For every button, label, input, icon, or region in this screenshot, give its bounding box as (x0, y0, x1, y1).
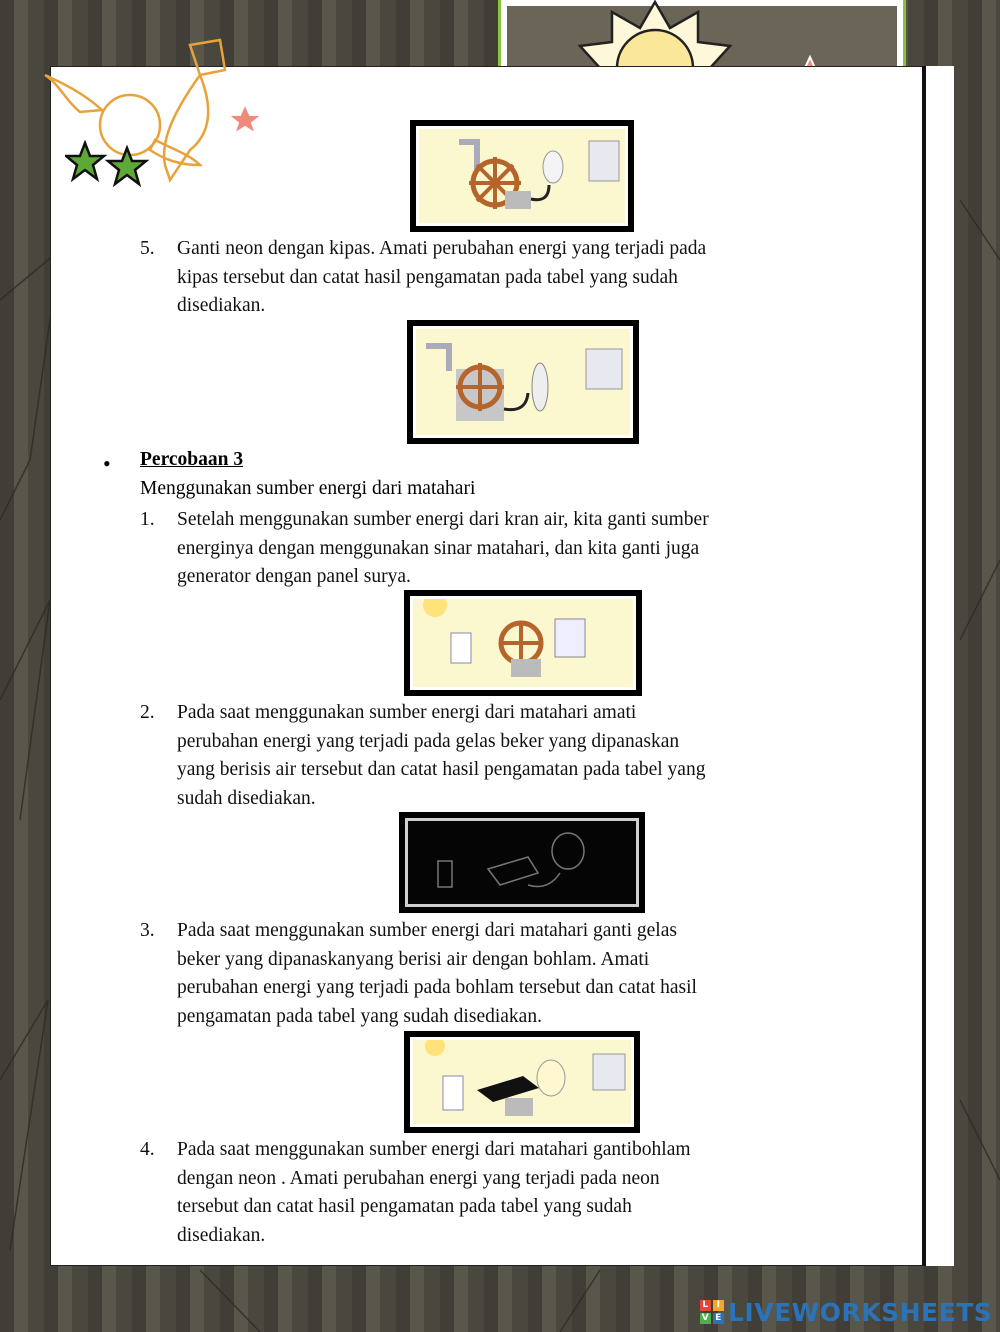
page-edge (922, 66, 954, 1266)
list-text-line: Pada saat menggunakan sumber energi dari matahari amati (177, 702, 637, 723)
star-icon (225, 102, 265, 136)
section-subheading: Menggunakan sumber energi dari matahari (140, 478, 476, 499)
simulation-screenshot-lamp (410, 120, 634, 232)
list-text-line: yang berisis air tersebut dan catat hasil pengamatan pada tabel yang (177, 759, 706, 781)
bullet-dot: • (103, 451, 111, 476)
section-heading: Percobaan 3 (140, 449, 244, 470)
liveworksheets-logo[interactable] (700, 1297, 992, 1327)
list-text-line: Setelah menggunakan sumber energi dari kran air, kita ganti sumber (177, 509, 709, 530)
list-text-line: sudah disediakan. (177, 787, 316, 809)
list-text-line: tersebut dan catat hasil pengamatan pada tabel yang sudah (177, 1196, 632, 1218)
simulation-screenshot-beaker (404, 590, 642, 696)
list-text-line: energinya dengan menggunakan sinar matahari, dan kita ganti juga (177, 537, 700, 559)
simulation-screenshot-dark (399, 812, 645, 913)
list-text-line: Ganti neon dengan kipas. Amati perubahan energi yang terjadi pada (177, 238, 707, 259)
logo-text: LIVEWORKSHEETS (728, 1297, 993, 1327)
green-stars-icon (65, 140, 150, 190)
list-text-line: perubahan energi yang terjadi pada bohlam tersebut dan catat hasil (177, 977, 697, 999)
simulation-screenshot-bulb (404, 1031, 640, 1133)
list-number: 1. (140, 509, 155, 530)
list-number: 4. (140, 1139, 155, 1160)
list-text-line: pengamatan pada tabel yang sudah disediakan. (177, 1005, 542, 1027)
list-text-line: perubahan energi yang terjadi pada gelas beker yang dipanaskan (177, 730, 680, 752)
list-number: 3. (140, 920, 155, 941)
list-text-line: disediakan. (177, 295, 266, 317)
list-number: 2. (140, 702, 155, 723)
list-text-line: kipas tersebut dan catat hasil pengamatan pada tabel yang sudah (177, 266, 678, 288)
list-text-line: Pada saat menggunakan sumber energi dari matahari gantibohlam (177, 1139, 691, 1160)
list-text-line: disediakan. (177, 1224, 266, 1246)
list-text-line: beker yang dipanaskanyang berisi air dengan bohlam. Amati (177, 948, 650, 970)
list-number: 5. (140, 238, 155, 259)
list-text-line: dengan neon . Amati perubahan energi yang terjadi pada neon (177, 1167, 660, 1189)
simulation-screenshot-fan (407, 320, 639, 444)
logo-grid-icon: L I V E (700, 1300, 724, 1324)
list-text-line: Pada saat menggunakan sumber energi dari matahari ganti gelas (177, 920, 677, 941)
list-text-line: generator dengan panel surya. (177, 566, 411, 588)
